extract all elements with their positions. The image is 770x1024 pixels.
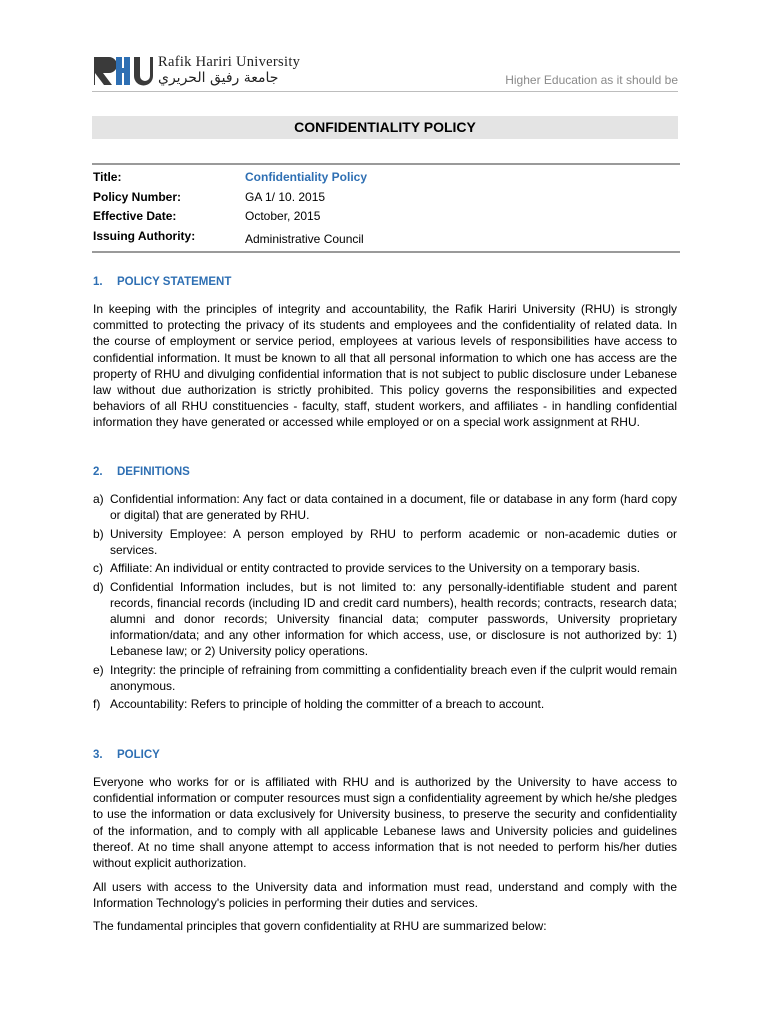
list-marker: c) — [93, 561, 103, 576]
section-heading-definitions — [93, 466, 190, 478]
list-item — [93, 662, 677, 694]
section-heading-policy-statement — [93, 276, 231, 288]
rhu-logo-mark — [92, 54, 154, 88]
policy-statement-paragraph: In keeping with the principles of integrity and accountability, the Rafik Hariri University (RHU) is strongly committed to protecting the privacy of its students and employees and the confidentiality of related data. In the course of employment or service period, employees at various levels of responsibilities have access to confidential information. It must be known to all that all personal information to which one has access are the property of RHU and divulging confidential information that is not subject to public disclosure under Lebanese law without due authorization is strictly prohibited. This policy governs the responsibilities and expected behaviors of all RHU constituencies - faculty, staff, student workers, and affiliates - in handling confidential information they have generated or accessed while employed or on a special work assignment at RHU. — [93, 302, 677, 430]
list-item-text: Integrity: the principle of refraining from committing a confidentiality breach even if the culprit would remain anonymous. — [110, 662, 677, 693]
tagline: Higher Education as it should be — [505, 73, 678, 87]
list-item-text: Accountability: Refers to principle of holding the committer of a breach to account. — [110, 697, 545, 712]
section-title: DEFINITIONS — [117, 466, 190, 478]
list-marker: d) — [93, 579, 104, 594]
definitions-list — [93, 491, 677, 715]
list-item — [93, 491, 677, 523]
header-divider — [92, 91, 678, 92]
list-item — [93, 696, 677, 712]
list-marker: f) — [93, 697, 101, 712]
list-marker: a) — [93, 492, 104, 506]
document-title: CONFIDENTIALITY POLICY — [92, 116, 678, 139]
list-marker: b) — [93, 526, 104, 541]
university-name-en: Rafik Hariri University — [158, 54, 301, 70]
section-number: 1. — [93, 276, 103, 288]
policy-paragraph: Everyone who works for or is affiliated with RHU and is authorized by the University to have access to confidential information or computer resources must sign a confidentiality agreement by which he/she pledges to use the information or data exclusively for University business, to preserve the security and confidentiality of the information, and to comply with all applicable Lebanese laws and University policies and guidelines thereof. At no time shall anyone attempt to access information that is not needed to perform his/her duties without explicit authorization. — [93, 775, 677, 871]
list-item-text: Confidential information: Any fact or data contained in a document, file or database in any form (hard copy or digital) that are generated by RHU. — [110, 492, 677, 523]
list-item — [93, 579, 677, 660]
list-item-text: Confidential Information includes, but is not limited to: any personally-identifiable student and parent records, financial records (including ID and credit card numbers), health records; contracts, research data; alumni and donor records; University financial data; computer passwords, University proprietary information/data; and any other information for which access, use, or disclosure is not authorized by: 1) Lebanese law; or 2) University policy operations. — [110, 579, 677, 659]
meta-key: Policy Number: — [93, 189, 182, 204]
list-item — [93, 560, 677, 576]
list-marker: e) — [93, 662, 104, 677]
rhu-logo — [92, 52, 332, 92]
section-number: 2. — [93, 466, 103, 478]
list-item — [93, 526, 677, 558]
list-item-text: University Employee: A person employed by RHU to perform academic or non-academic duties or services. — [110, 526, 677, 557]
section-heading-policy — [93, 749, 160, 761]
university-name-ar: جامعة رفيق الحريري — [158, 70, 279, 86]
meta-value-issuing-authority: Administrative Council — [245, 231, 364, 246]
meta-bottom-rule — [92, 251, 680, 253]
meta-top-rule — [92, 163, 680, 165]
meta-key: Title: — [93, 170, 122, 184]
meta-key: Effective Date: — [93, 209, 177, 223]
list-item-text: Affiliate: An individual or entity contracted to provide services to the University on a temporary basis. — [110, 561, 641, 576]
policy-paragraph: All users with access to the University data and information must read, understand and comply with the Information Technology's policies in performing their duties and services. — [93, 880, 677, 911]
policy-paragraph: The fundamental principles that govern confidentiality at RHU are summarized below: — [93, 919, 547, 933]
meta-key: Issuing Authority: — [93, 228, 196, 243]
meta-value-policy-number: GA 1/ 10. 2015 — [245, 189, 326, 204]
section-number: 3. — [93, 749, 103, 761]
meta-value-effective-date: October, 2015 — [245, 209, 321, 223]
section-title: POLICY — [117, 749, 160, 761]
meta-value-title: Confidentiality Policy — [245, 170, 368, 184]
section-title: POLICY STATEMENT — [117, 276, 232, 288]
